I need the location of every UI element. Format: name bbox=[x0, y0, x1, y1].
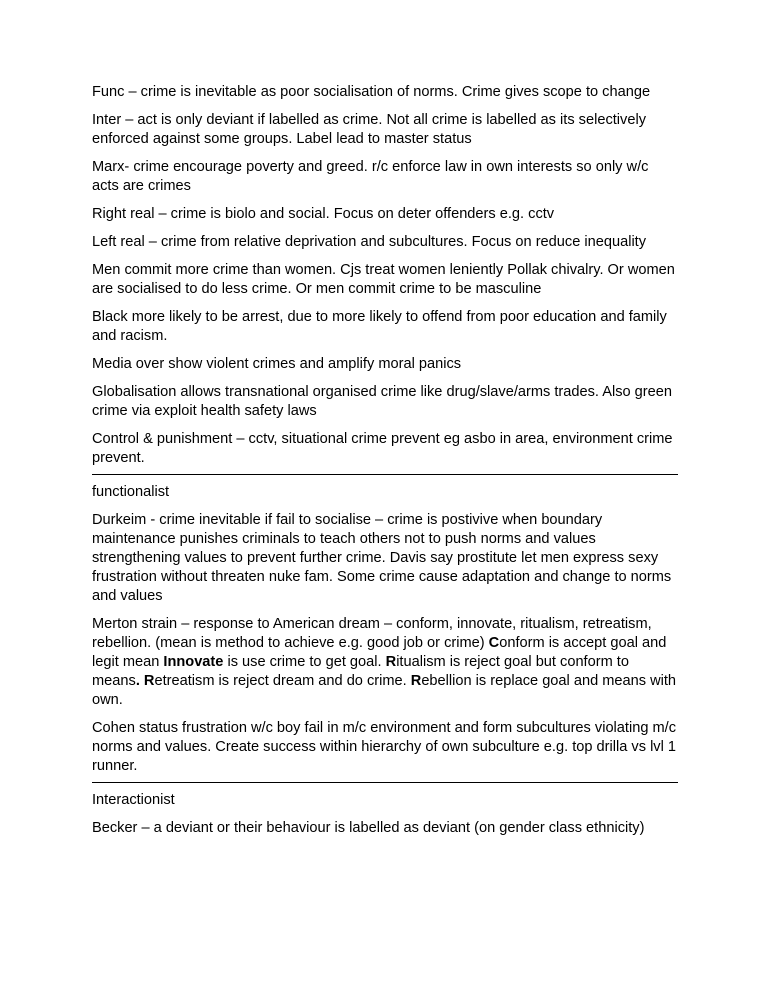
summary-marx: Marx- crime encourage poverty and greed. r/c enforce law in own interests so only w/c acts are crimes bbox=[92, 159, 649, 194]
innovate-text: is use crime to get goal. bbox=[223, 654, 386, 670]
becker-paragraph: Becker – a deviant or their behaviour is labelled as deviant (on gender class ethnicity) bbox=[92, 820, 645, 836]
summary-control: Control & punishment – cctv, situational crime prevent eg asbo in area, environment crime prevent. bbox=[92, 431, 673, 466]
summary-globalisation: Globalisation allows transnational organised crime like drug/slave/arms trades. Also green crime via exploit health safety laws bbox=[92, 384, 672, 419]
summary-ethnicity: Black more likely to be arrest, due to more likely to offend from poor education and family and racism. bbox=[92, 309, 667, 344]
rebellion-text: ebellion is replace goal and means with own. bbox=[92, 673, 677, 708]
section-heading-functionalist: functionalist bbox=[92, 484, 170, 500]
retreatism-letter: . R bbox=[135, 673, 155, 689]
summary-right-realism: Right real – crime is biolo and social. Focus on deter offenders e.g. cctv bbox=[92, 206, 555, 222]
conform-letter: C bbox=[488, 635, 500, 651]
summary-inter: Inter – act is only deviant if labelled as crime. Not all crime is labelled as its selectively enforced against some groups. Label lead to master status bbox=[92, 112, 646, 147]
summary-func: Func – crime is inevitable as poor socialisation of norms. Crime gives scope to change bbox=[92, 84, 651, 100]
merton-intro: Merton strain – response to American dream – conform, innovate, ritualism, retreatism, rebellion. (mean is method to achieve e.g. good job or crime) bbox=[92, 616, 652, 651]
innovate-word: Innovate bbox=[163, 654, 224, 670]
rebellion-letter: R bbox=[410, 673, 422, 689]
document-page bbox=[92, 83, 678, 847]
ritualism-text: itualism is reject goal but conform to means bbox=[92, 654, 629, 689]
summary-left-realism: Left real – crime from relative deprivation and subcultures. Focus on reduce inequality bbox=[92, 234, 647, 250]
ritualism-letter: R bbox=[385, 654, 397, 670]
conform-text: onform is accept goal and legit mean bbox=[92, 635, 667, 670]
section-divider bbox=[92, 474, 678, 475]
merton-paragraph bbox=[92, 615, 678, 710]
retreatism-text: etreatism is reject dream and do crime. bbox=[154, 673, 411, 689]
durkheim-paragraph: Durkeim - crime inevitable if fail to socialise – crime is postivive when boundary maintenance punishes criminals to teach others not to push norms and values strengthening values to prevent further crime. Davis say prostitute let men express sexy frustration without threaten nuke fam. Some crime cause adaptation and change to norms and values bbox=[92, 512, 672, 604]
cohen-paragraph: Cohen status frustration w/c boy fail in m/c environment and form subcultures violating m/c norms and values. Create success within hierarchy of own subculture e.g. top drilla vs lvl 1 runner. bbox=[92, 720, 677, 774]
summary-gender: Men commit more crime than women. Cjs treat women leniently Pollak chivalry. Or women are socialised to do less crime. Or men commit crime to be masculine bbox=[92, 262, 675, 297]
section-divider bbox=[92, 782, 678, 783]
section-heading-interactionist: Interactionist bbox=[92, 792, 175, 808]
summary-media: Media over show violent crimes and amplify moral panics bbox=[92, 356, 462, 372]
